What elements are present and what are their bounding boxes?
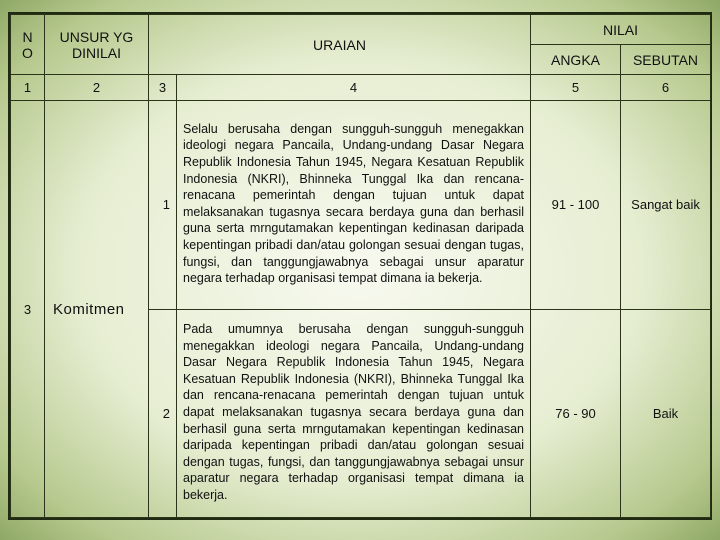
assessment-table xyxy=(10,14,711,518)
item-uraian: Selalu berusaha dengan sungguh-sungguh menegakkan ideologi negara Pancaila, Undang-undang Dasar Negara Republik Indonesia Tahun 1945, Negara Kesatuan Republik Indonesia (NKRI), Bhinneka Tunggal Ika dan rencana-renacana pemerintah dengan tujuan untuk dapat melaksanakan tugasnya secara berdaya guna dan berhasil guna serta mrngutamakan kepentingan kedinasan daripada kepentingan pribadi dan/atau golongan sesuai dengan tugas, fungsi, dan tanggungjawabnya sebagai unsur aparatur negara terhadap organisasi tempat dimana ia bekerja. xyxy=(177,101,531,309)
header-sebutan: SEBUTAN xyxy=(621,45,711,75)
item-angka: 76 - 90 xyxy=(531,309,621,517)
column-number-6: 6 xyxy=(621,75,711,101)
column-number-2: 2 xyxy=(45,75,149,101)
header-no-line1: N xyxy=(22,28,33,45)
row-unsur: Komitmen xyxy=(45,101,149,518)
item-angka: 91 - 100 xyxy=(531,101,621,309)
header-unsur-line1: UNSUR YG xyxy=(59,28,134,45)
item-number: 1 xyxy=(149,101,177,309)
header-unsur xyxy=(45,15,149,75)
column-number-5: 5 xyxy=(531,75,621,101)
row-no: 3 xyxy=(11,101,45,518)
item-uraian: Pada umumnya berusaha dengan sungguh-sungguh menegakkan ideologi negara Pancaila, Undang-undang Dasar Negara Republik Indonesia Tahun 1945, Negara Kesatuan Republik Indonesia (NKRI), Bhinneka Tunggal Ika dan rencana-renacana pemerintah dengan tujuan untuk dapat melaksanakan tugasnya secara berdaya guna dan berhasil guna serta mrngutamakan kepentingan kedinasan daripada kepentingan pribadi dan/atau golongan sesuai dengan tugas, fungsi, dan tanggungjawabnya sebagai unsur aparatur negara terhadap organisasi tempat dimana ia bekerja. xyxy=(177,309,531,517)
column-number-3: 3 xyxy=(149,75,177,101)
header-nilai: NILAI xyxy=(531,15,711,45)
item-sebutan: Sangat baik xyxy=(621,101,711,309)
header-uraian: URAIAN xyxy=(149,15,531,75)
item-sebutan: Baik xyxy=(621,309,711,517)
header-no xyxy=(11,15,45,75)
header-unsur-line2: DINILAI xyxy=(71,44,121,61)
column-number-1: 1 xyxy=(11,75,45,101)
header-angka: ANGKA xyxy=(531,45,621,75)
item-number: 2 xyxy=(149,309,177,517)
header-no-line2: O xyxy=(22,44,33,61)
table-row xyxy=(11,101,711,309)
column-number-4: 4 xyxy=(177,75,531,101)
